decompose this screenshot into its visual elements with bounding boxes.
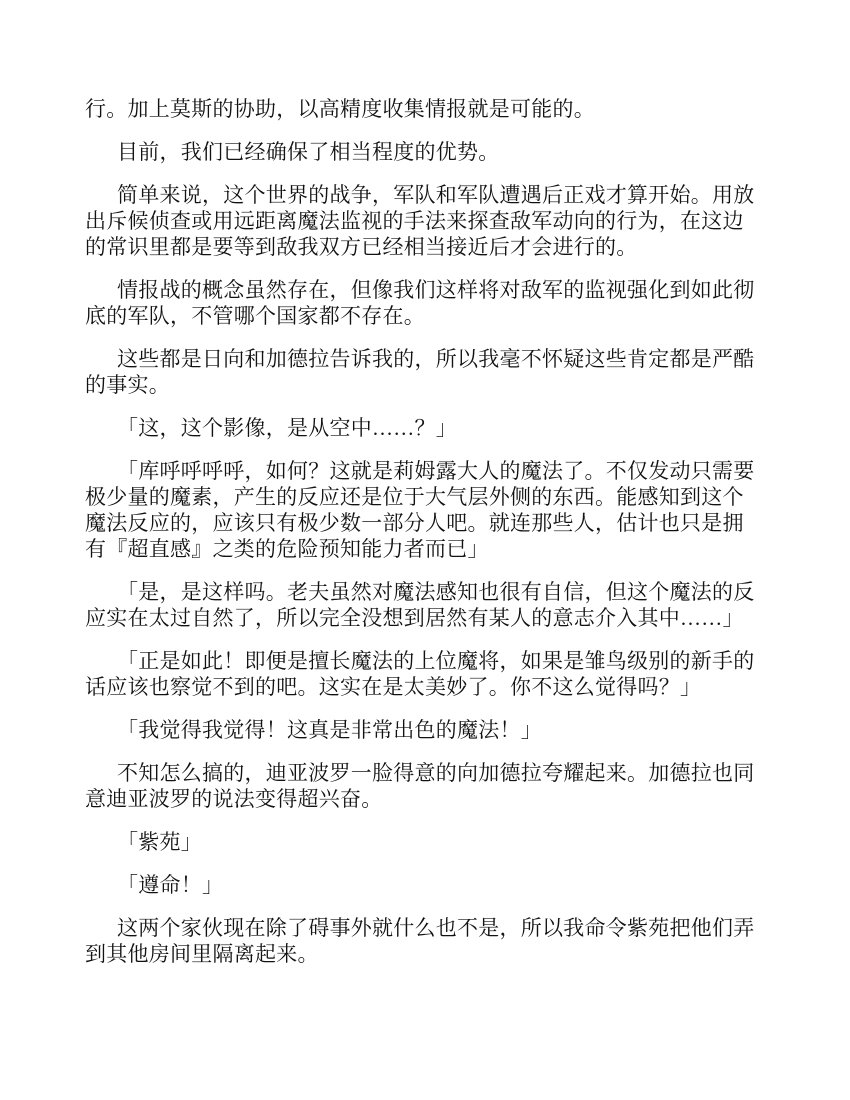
- text-line: 出斥候侦查或用远距离魔法监视的手法来探查敌军动向的行为，在这边: [85, 209, 744, 233]
- paragraph: [85, 760, 770, 812]
- text-line: 应实在太过自然了，所以完全没想到居然有某人的意志介入其中……」: [85, 606, 744, 630]
- text-content: [85, 96, 770, 984]
- text-line: 底的军队，不管哪个国家都不存在。: [85, 304, 425, 328]
- paragraph: [85, 182, 770, 260]
- text-line: 目前，我们已经确保了相当程度的优势。: [117, 140, 500, 164]
- paragraph: [85, 829, 770, 855]
- text-line: 不知怎么搞的，迪亚波罗一脸得意的向加德拉夸耀起来。加德拉也同: [117, 761, 755, 785]
- text-line: 「我觉得我觉得！这真是非常出色的魔法！」: [117, 718, 542, 742]
- paragraph: [85, 458, 770, 562]
- text-line: 行。加上莫斯的协助，以高精度收集情报就是可能的。: [85, 97, 595, 121]
- text-line: 「紫苑」: [117, 830, 202, 854]
- paragraph: [85, 872, 770, 898]
- paragraph: [85, 717, 770, 743]
- text-line: 这两个家伙现在除了碍事外就什么也不是，所以我命令紫苑把他们弄: [117, 916, 755, 940]
- paragraph: [85, 346, 770, 398]
- text-line: 魔法反应的，应该只有极少数一部分人吧。就连那些人，估计也只是拥: [85, 511, 744, 535]
- paragraph: [85, 648, 770, 700]
- text-line: 的事实。: [85, 373, 170, 397]
- text-line: 「库呼呼呼呼，如何？这就是莉姆露大人的魔法了。不仅发动只需要: [117, 459, 755, 483]
- text-line: 这些都是日向和加德拉告诉我的，所以我毫不怀疑这些肯定都是严酷: [117, 347, 755, 371]
- text-line: 话应该也察觉不到的吧。这实在是太美妙了。你不这么觉得吗？」: [85, 675, 702, 699]
- paragraph: [85, 139, 770, 165]
- paragraph: [85, 579, 770, 631]
- text-line: 「遵命！」: [117, 873, 224, 897]
- text-line: 「正是如此！即便是擅长魔法的上位魔将，如果是雏鸟级别的新手的: [117, 649, 755, 673]
- text-line: 「这，这个影像，是从空中……？」: [117, 416, 457, 440]
- paragraph: [85, 277, 770, 329]
- paragraph: [85, 96, 770, 122]
- text-line: 意迪亚波罗的说法变得超兴奋。: [85, 787, 383, 811]
- text-line: 「是，是这样吗。老夫虽然对魔法感知也很有自信，但这个魔法的反: [117, 580, 755, 604]
- text-line: 的常识里都是要等到敌我双方已经相当接近后才会进行的。: [85, 235, 638, 259]
- text-line: 有『超直感』之类的危险预知能力者而已」: [85, 537, 489, 561]
- paragraph: [85, 915, 770, 967]
- text-line: 情报战的概念虽然存在，但像我们这样将对敌军的监视强化到如此彻: [117, 278, 755, 302]
- text-line: 到其他房间里隔离起来。: [85, 942, 319, 966]
- text-line: 极少量的魔素，产生的反应还是位于大气层外侧的东西。能感知到这个: [85, 485, 744, 509]
- text-line: 简单来说，这个世界的战争，军队和军队遭遇后正戏才算开始。用放: [117, 183, 755, 207]
- paragraph: [85, 415, 770, 441]
